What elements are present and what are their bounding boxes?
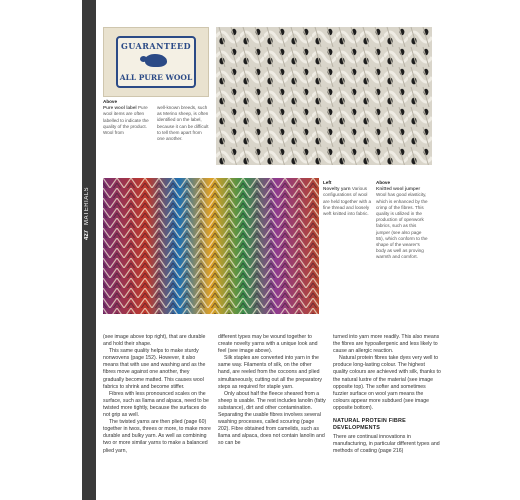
- body-column-3: [333, 334, 441, 456]
- knitted-wool-jumper-photo: [216, 27, 432, 165]
- section-heading: NATURAL PROTEIN FIBRE DEVELOPMENTS: [333, 418, 406, 432]
- caption-text: Pure wool items are often labelled to indicate the quality of the product. Wool from: [103, 105, 149, 136]
- pure-wool-label-photo: [103, 27, 209, 97]
- caption-heading: Above: [376, 180, 391, 185]
- caption-heading: Above: [103, 99, 118, 104]
- sheep-icon: [145, 54, 167, 67]
- body-column-2: [218, 334, 326, 448]
- label-top-text: GUARANTEED: [120, 41, 192, 51]
- paragraph: Silk staples are converted into yarn in the same way. Filaments of silk, on the other hand, are reeled from the cocoons and plied simultaneously, cutting out all the preparatory steps as required for staple yarn.: [218, 355, 322, 390]
- paragraph: Fibres with less pronounced scales on the surface, such as llama and alpaca, need to be twisted more tightly, because the surfaces do not grip as well.: [103, 390, 209, 419]
- paragraph: (see image above top right), that are durable and hold their shape.: [103, 334, 206, 348]
- caption-novelty-yarn: [323, 180, 375, 217]
- caption-pure-wool-label-cont: [157, 105, 209, 142]
- page-number: 427: [84, 230, 90, 241]
- caption-knitted-jumper: [376, 180, 430, 261]
- caption-text: Various configurations of wool are held together with a fine thread and loosely weft knitted into fabric.: [323, 186, 372, 217]
- lace-pattern-image: [216, 27, 432, 165]
- caption-title: Novelty yarn: [323, 186, 351, 192]
- sidebar-tab: [82, 0, 96, 500]
- caption-pure-wool-label: [103, 99, 153, 136]
- section-label: MATERIALS: [84, 186, 90, 226]
- paragraph: The twisted yarns are then plied (page 60) together in twos, threes or more, to make more durable and bulky yarn. As well as combining two or more similar yarns to make a balanced plied yarn,: [103, 419, 211, 454]
- caption-text: well-known breeds, such as Merino sheep, is often identified on the label, because it can be difficult to tell them apart from one another.: [157, 105, 209, 142]
- paragraph: Only about half the fleece sheared from a sheep is usable. The rest includes lanolin (fatty substance), dirt and other contamination. Separating the usable fibres involves several washing processes, called scouring (page 202). Fibre obtained from camelids, such as llama and alpaca, does not contain lanolin and so can be: [218, 390, 326, 447]
- paragraph: There are continual innovations in manufacturing, in particular different types and methods of coating (page 216): [333, 434, 440, 455]
- label-bottom-text: ALL PURE WOOL: [119, 73, 193, 82]
- paragraph: turned into yarn more readily. This also means the fibres are hypoallergenic and less likely to cause an allergic reaction.: [333, 334, 440, 355]
- novelty-yarn-image: [103, 178, 319, 314]
- paragraph: This same quality helps to make sturdy nonwovens (page 152). However, it also means that with use and washing and as the fibres move against one another, they gradually become matted. This causes wool fabrics to shrink and become stiffer.: [103, 348, 206, 390]
- body-column-1: [103, 334, 211, 455]
- caption-text: Wool has good elasticity, which is enhanced by the crimp of the fibres. This quality is utilized in the production of openwork fabrics, such as this jumper (see also page 55), which conform to the shape of the wearer's body as well as proving warmth and comfort.: [376, 192, 428, 260]
- paragraph: Natural protein fibres take dyes very well to produce long-lasting colour. The highest quality colours are achieved with silk, thanks to the natural lustre of the material (see image opposite top). The softer and sometimes fuzzier surface on wool yarn means the colours appear more subdued (see image opposite bottom).: [333, 355, 441, 411]
- caption-heading: Left: [323, 180, 332, 185]
- wool-label: [116, 36, 196, 88]
- paragraph: different types may be wound together to create novelty yarns with a unique look and feel (see image above).: [218, 334, 318, 355]
- caption-title: Pure wool label: [103, 105, 137, 111]
- novelty-yarn-photo: [103, 178, 319, 314]
- caption-title: Knitted wool jumper: [376, 186, 421, 192]
